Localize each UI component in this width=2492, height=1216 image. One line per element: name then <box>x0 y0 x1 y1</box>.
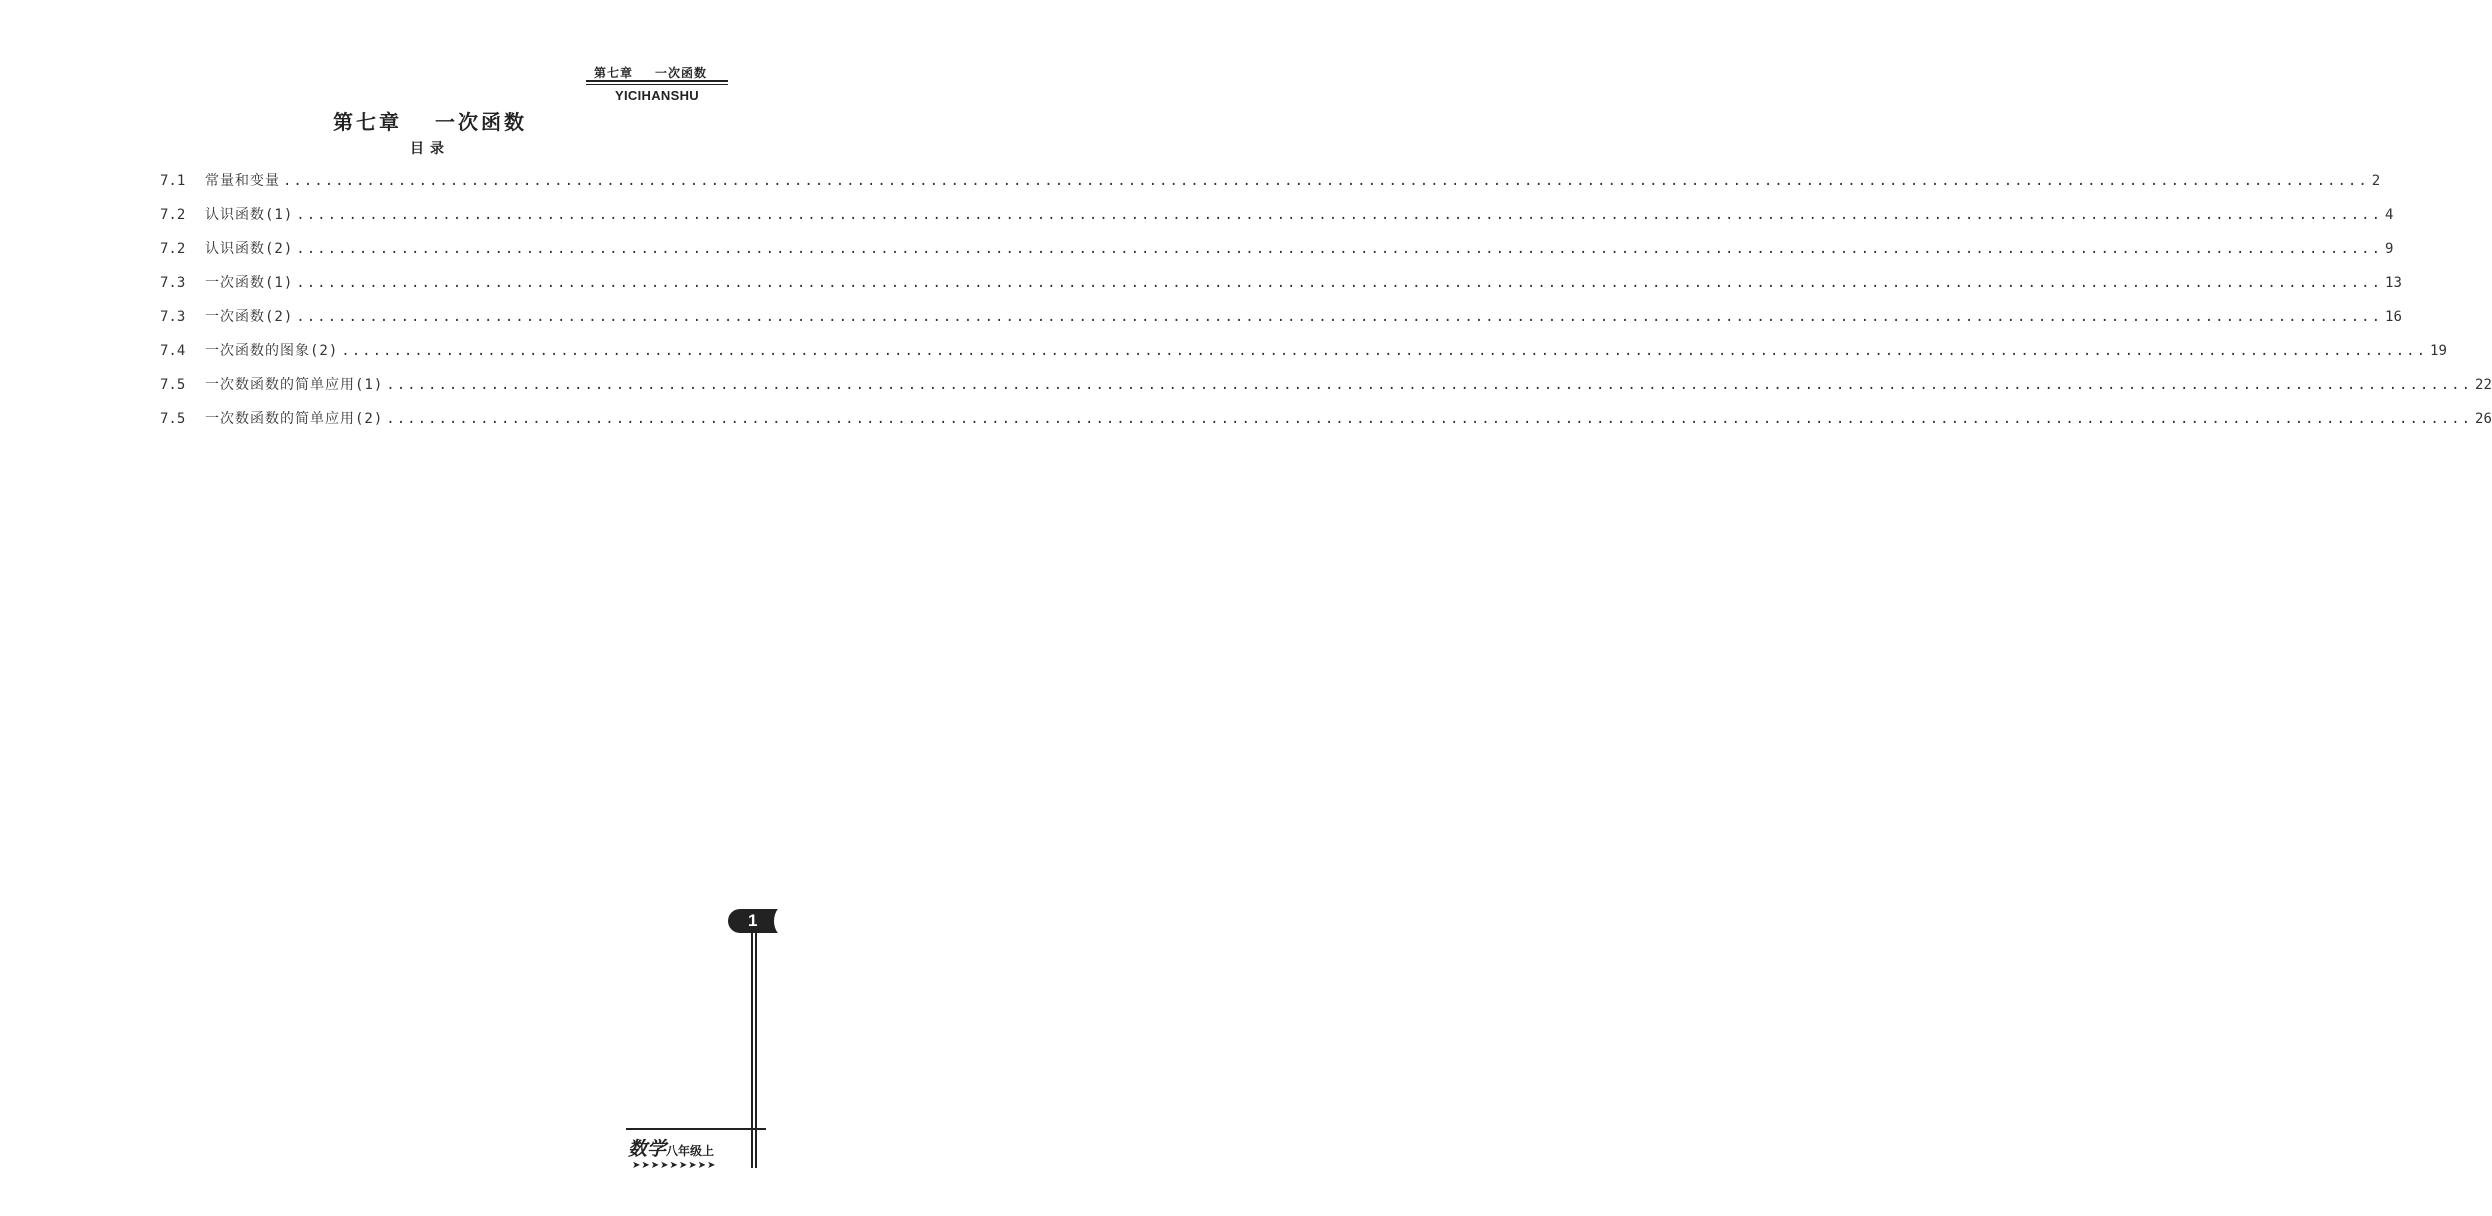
toc-entry-number: 7.5 <box>160 377 186 393</box>
footer-grade: 八年级上 <box>666 1144 715 1158</box>
toc-entry-title: 一次函数(2) <box>205 309 294 325</box>
toc-leader-dots: ........................................................................................................................................................................................................ <box>341 343 2428 359</box>
toc-entry-title: 认识函数(2) <box>205 241 294 257</box>
toc-entry-title: 一次数函数的简单应用(1) <box>205 377 384 393</box>
toc-entry-title: 常量和变量 <box>205 173 280 189</box>
toc-entry[interactable] <box>160 204 2394 238</box>
toc-leader-dots: ........................................................................................................................................................................................................ <box>386 377 2473 393</box>
toc-heading: 目录 <box>410 141 450 157</box>
toc-entry-number: 7.4 <box>160 343 186 359</box>
toc-entry-number: 7.2 <box>160 207 186 223</box>
table-of-contents <box>160 170 2492 442</box>
toc-entry[interactable] <box>160 272 2402 306</box>
toc-entry-page: 19 <box>2430 343 2447 359</box>
header-rule-thin <box>586 84 728 85</box>
toc-entry-page: 9 <box>2385 241 2394 257</box>
toc-entry-title: 一次函数(1) <box>205 275 294 291</box>
margin-rule-right <box>755 932 757 1168</box>
header-rule-thick <box>586 80 728 82</box>
footer-subject: 数学 <box>628 1138 667 1160</box>
toc-entry[interactable] <box>160 408 2492 442</box>
toc-entry[interactable] <box>160 238 2394 272</box>
page-number-tab: 1 <box>728 909 786 933</box>
toc-entry-number: 7.1 <box>160 173 186 189</box>
toc-entry-number: 7.3 <box>160 275 186 291</box>
toc-entry-number: 7.2 <box>160 241 186 257</box>
toc-entry-page: 26 <box>2475 411 2492 427</box>
toc-entry-page: 22 <box>2475 377 2492 393</box>
page-tab-notch <box>774 904 800 938</box>
toc-leader-dots: ........................................................................................................................................................................................................ <box>296 309 2383 325</box>
running-header-title: 一次函数 <box>655 66 708 80</box>
toc-entry-page: 16 <box>2385 309 2402 325</box>
margin-rule-left <box>751 932 753 1168</box>
toc-leader-dots: ........................................................................................................................................................................................................ <box>296 241 2383 257</box>
toc-entry-title: 一次数函数的简单应用(2) <box>205 411 384 427</box>
header-pinyin: YICIHANSHU <box>615 88 699 103</box>
running-header-chapter: 第七章 <box>594 66 634 80</box>
toc-entry[interactable] <box>160 170 2381 204</box>
toc-entry-page: 13 <box>2385 275 2402 291</box>
footer-arrow-decoration: ➤➤➤➤➤➤➤➤➤ <box>632 1160 717 1171</box>
toc-entry-page: 4 <box>2385 207 2394 223</box>
footer-rule <box>626 1128 766 1130</box>
toc-leader-dots: ........................................................................................................................................................................................................ <box>386 411 2473 427</box>
running-header <box>594 64 724 81</box>
toc-entry[interactable] <box>160 306 2402 340</box>
toc-entry[interactable] <box>160 374 2492 408</box>
footer-book-title <box>628 1134 714 1161</box>
toc-entry-title: 认识函数(1) <box>205 207 294 223</box>
toc-entry[interactable] <box>160 340 2447 374</box>
toc-entry-page: 2 <box>2371 173 2381 189</box>
toc-entry-title: 一次函数的图象(2) <box>205 343 339 359</box>
toc-entry-number: 7.5 <box>160 411 186 427</box>
toc-leader-dots: ........................................................................................................................................................................................................ <box>296 275 2383 291</box>
toc-leader-dots: ........................................................................................................................................................................................................ <box>283 173 2369 189</box>
toc-entry-number: 7.3 <box>160 309 186 325</box>
toc-leader-dots: ........................................................................................................................................................................................................ <box>296 207 2383 223</box>
page-title: 第七章 一次函数 <box>333 110 527 134</box>
